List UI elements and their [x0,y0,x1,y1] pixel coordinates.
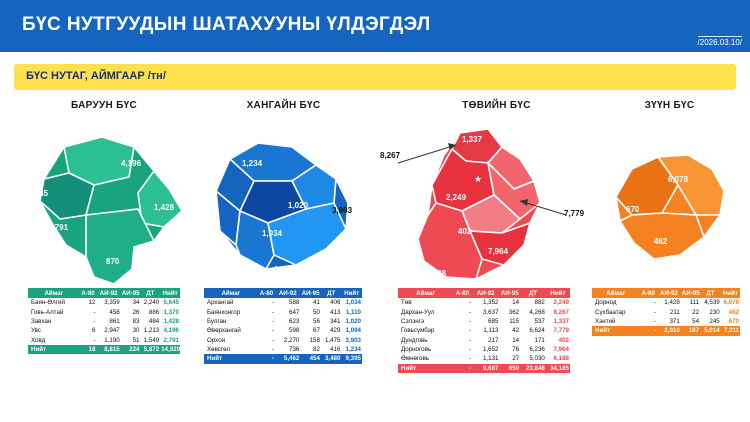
region-title: ЗҮҮН БҮС [644,100,695,111]
cell-value: - [93,317,96,325]
cell-name: Нийт [207,355,223,363]
cell-value: 598 [289,327,300,335]
cell-value: 685 [488,317,499,325]
cell-value: 8,815 [104,346,120,354]
cell-value: 1,428 [163,317,179,325]
map-value-label: 1,034 [262,229,283,238]
cell-value: 5,030 [529,355,545,363]
table-row [28,317,180,326]
cell-value: 6,624 [529,327,545,335]
cell-value: 5,872 [143,346,160,354]
col-header: АИ-92 [278,289,297,297]
region-title: БАРУУН БҮС [71,100,137,111]
table-row [398,317,570,326]
cell-value: 484 [148,317,160,325]
col-header: АИ-95 [500,289,519,297]
cell-value: 416 [330,346,341,354]
cell-value: 2,010 [664,327,680,335]
cell-value: 429 [330,327,341,335]
cell-name: Хэнтий [595,317,616,325]
table-row [592,298,740,307]
map-value-label: 2,249 [446,193,467,202]
cell-name: Нийт [31,346,47,354]
cell-value: 6,078 [723,299,739,307]
col-header: ДТ [146,289,155,297]
cell-name: Завхан [31,317,52,325]
cell-name: Ховд [31,336,46,344]
cell-value: 5,645 [163,299,179,307]
table-row [592,317,740,326]
cell-value: 224 [129,346,140,354]
cell-value: 187 [688,327,700,335]
col-header: Нийт [162,289,178,297]
cell-value: 7,211 [723,327,739,335]
cell-value: 51 [132,336,140,344]
cell-value: 623 [289,317,300,325]
cell-value: 537 [534,317,545,325]
cell-value: 1,652 [482,346,499,354]
table-row [398,307,570,316]
map-value-label: 1,034 [328,257,349,266]
cell-value: 22 [692,308,700,316]
map-callout-label: 8,267 [380,151,401,160]
table-row [204,307,362,316]
col-header: ДТ [327,289,336,297]
col-header: АИ-92 [99,289,118,297]
cell-value: 111 [689,299,700,307]
cell-value: 886 [148,308,160,316]
cell-name: Дорнод [595,299,617,307]
cell-value: 1,475 [324,336,341,344]
col-header: Аймаг [221,289,241,297]
cell-value: 3,903 [345,336,361,344]
cell-name: Говь-Алтай [31,308,64,316]
cell-value: 1,234 [345,346,361,354]
cell-value: 1,370 [163,308,179,316]
table-total-row [398,364,570,373]
col-header: АИ-92 [660,289,678,297]
table-row [204,326,362,335]
cell-value: 34 [132,299,140,307]
table-row [398,336,570,345]
cell-value: 230 [709,308,720,316]
col-header: Нийт [722,289,738,297]
region-table [28,288,180,354]
map-value-label: 462 [654,237,668,246]
region-table [204,288,362,364]
cell-value: 362 [508,308,520,316]
region-table-wrap [204,288,362,364]
cell-value: 371 [669,317,680,325]
cell-value: 413 [330,308,341,316]
cell-name: Дундговь [401,336,428,344]
table-row [204,317,362,326]
map-value-label: 5,645 [28,189,49,198]
table-total-row [204,354,362,363]
cell-value: 1,020 [345,317,361,325]
cell-value: 736 [289,346,300,354]
cell-value: 4,268 [529,308,545,316]
col-header: Нийт [550,289,566,297]
cell-value: - [468,346,471,354]
cell-value: 1,034 [345,299,361,307]
cell-name: Өвөрхангай [207,327,241,335]
map-value-label: 670 [626,205,640,214]
col-header: АИ-95 [681,289,700,297]
map-value-label: 6,078 [668,175,689,184]
cell-value: - [654,327,657,335]
region-table-wrap [28,288,180,354]
cell-value: 23,848 [525,364,545,372]
cell-value: - [468,308,471,316]
table-row [204,345,362,354]
cell-value: 2,240 [143,299,160,307]
cell-value: 26 [132,308,140,316]
region-table-wrap [592,288,740,336]
cell-value: 18 [88,346,96,354]
cell-value: 41 [313,299,320,307]
cell-name: Дорноговь [401,346,432,354]
cell-value: 402 [558,336,569,344]
cell-value: 6,236 [529,346,545,354]
map-value-label: 870 [106,257,120,266]
map-value-label: 7,964 [488,247,509,256]
zuun-map-shape [592,119,747,294]
region-table [592,288,740,336]
cell-value: 67 [313,327,320,335]
cell-name: Өмнөговь [401,355,429,363]
cell-value: 34,185 [550,364,569,372]
region-map [14,119,194,294]
cell-value: 76 [512,346,520,354]
cell-value: 1,113 [483,327,499,335]
table-row [28,326,180,335]
cell-name: Булган [207,317,227,325]
col-header: ДТ [706,289,715,297]
region-table-wrap [398,288,570,373]
cell-value: 2,249 [553,299,569,307]
cell-value: 2,791 [163,336,179,344]
cell-value: - [468,364,471,372]
map-value-label: 1,110 [220,261,240,270]
cell-name: Дархан-Уул [401,308,435,316]
region-map [196,119,371,294]
map-value-label: 402 [458,227,472,236]
table-row [398,354,570,363]
cell-value: 5,014 [704,327,720,335]
cell-value: 1,110 [345,308,361,316]
cell-value: 1,337 [553,317,569,325]
cell-name: Нийт [595,327,611,335]
cell-value: 1,094 [345,327,361,335]
cell-value: 2,270 [283,336,300,344]
table-row [28,298,180,307]
cell-value: 115 [509,317,520,325]
cell-value: 83 [132,317,140,325]
cell-value: 14,929 [161,346,181,354]
table-row [28,336,180,345]
cell-value: 50 [313,308,320,316]
map-value-label: 1,234 [242,159,263,168]
cell-value: 6,188 [553,355,569,363]
cell-name: Нийт [401,364,417,372]
col-header: Аймаг [44,289,64,297]
cell-value: - [272,346,275,354]
section-bar [14,64,736,90]
cell-value: - [468,317,471,325]
region-panel-tuviin [380,100,589,372]
table-row [204,336,362,345]
cell-value: 3,359 [104,299,120,307]
cell-value: 211 [669,308,680,316]
table-row [398,298,570,307]
cell-value: 171 [534,336,545,344]
cell-value: 4,539 [704,299,720,307]
cell-value: 7,779 [553,327,569,335]
cell-name: Баян-Өлгий [31,299,65,307]
cell-value: - [272,355,275,363]
col-header: АИ-92 [476,289,495,297]
cell-value: - [468,299,471,307]
cell-value: - [272,317,275,325]
map-value-label: 2,791 [48,223,69,232]
region-table [398,288,570,373]
cell-value: 12 [88,299,96,307]
map-value-label: 6,188 [426,269,447,278]
col-header: АИ-95 [301,289,320,297]
cell-value: 462 [728,308,739,316]
table-total-row [28,345,180,354]
col-header: А-80 [259,289,274,297]
cell-value: 158 [309,336,320,344]
map-callout-label: 7,779 [564,209,585,218]
cell-value: 1,190 [104,336,120,344]
region-title: ТӨВИЙН БҮС [462,100,531,111]
cell-value: 3,637 [482,308,499,316]
cell-value: 14 [512,336,520,344]
cell-value: - [468,327,471,335]
col-header: Аймаг [606,289,626,297]
cell-name: Төв [401,299,412,307]
cell-name: Орхон [207,336,226,344]
page-title: БҮС НУТГУУДЫН ШАТАХУУНЫ ҮЛДЭГДЭЛ [22,14,431,35]
cell-name: Сүхбаатар [595,308,626,316]
region-panel-hangai [196,100,371,363]
cell-value: 54 [692,317,700,325]
cell-value: - [654,299,657,307]
region-title: ХАНГАЙН БҮС [246,100,321,111]
table-row [398,326,570,335]
cell-value: 1,428 [664,299,680,307]
table-row [204,298,362,307]
table-row [592,307,740,316]
col-header: Нийт [344,289,360,297]
cell-value: 30 [132,327,140,335]
cell-name: Архангай [207,299,234,307]
cell-value: 42 [512,327,520,335]
cell-value: - [93,308,96,316]
cell-value: 650 [508,364,520,372]
region-map [380,119,589,294]
cell-value: - [654,308,657,316]
region-map [592,119,747,294]
col-header: АИ-95 [121,289,140,297]
cell-value: 670 [728,317,739,325]
cell-name: Сэлэнгэ [401,317,425,325]
cell-value: - [272,299,275,307]
cell-value: 82 [313,346,320,354]
cell-value: 1,131 [482,355,499,363]
cell-value: 27 [512,355,520,363]
col-header: А-80 [641,289,655,297]
map-value-label: 1,020 [288,201,309,210]
map-value-label: 1,094 [274,265,295,274]
cell-value: - [272,336,275,344]
cell-value: 406 [330,299,341,307]
cell-value: 9,687 [482,364,499,372]
cell-value: 1,549 [143,336,160,344]
cell-value: 1,352 [482,299,499,307]
table-total-row [592,326,740,335]
cell-value: 8,267 [553,308,569,316]
region-panel-zuun [592,100,747,335]
cell-value: 56 [313,317,320,325]
map-callout-label: 3,903 [332,206,353,215]
cell-value: 2,947 [104,327,120,335]
cell-value: - [468,336,471,344]
report-date: /2026.03.10/ [697,38,742,47]
cell-value: - [93,336,96,344]
cell-name: Увс [31,327,41,335]
cell-value: 454 [309,355,320,363]
cell-value: 4,196 [163,327,179,335]
cell-value: 7,964 [553,346,569,354]
cell-name: Хөвсгөл [207,346,231,354]
map-value-label: 1,337 [462,135,483,144]
table-row [398,345,570,354]
cell-value: 861 [109,317,120,325]
region-panel-baruun [14,100,194,354]
cell-value: 14 [512,299,520,307]
page-header [0,0,750,52]
cell-name: Говьсүмбэр [401,327,435,335]
cell-value: 882 [534,299,545,307]
cell-value: 217 [488,336,499,344]
cell-value: 3,480 [324,355,341,363]
cell-value: 6 [91,327,96,335]
cell-value: 245 [709,317,720,325]
cell-value: - [272,327,275,335]
col-header: А-80 [81,289,95,297]
cell-value: 588 [289,299,300,307]
map-value-label: 4,196 [121,159,142,168]
col-header: Аймаг [416,289,435,297]
map-value-label: 1,428 [154,203,175,212]
cell-value: - [654,317,657,325]
cell-value: 647 [289,308,300,316]
col-header: ДТ [528,289,538,297]
cell-value: - [468,355,471,363]
cell-value: 5,462 [283,355,300,363]
cell-value: 9,395 [345,355,361,363]
cell-value: 341 [330,317,341,325]
col-header: А-80 [455,289,470,297]
table-row [28,307,180,316]
cell-value: - [272,308,275,316]
tuviin-map-shape [384,119,589,294]
cell-value: 458 [109,308,120,316]
capital-star-icon: ★ [474,174,483,184]
cell-name: Баянхонгор [207,308,241,316]
section-label: БҮС НУТАГ, АЙМГААР /тн/ [26,70,166,82]
cell-value: 1,213 [143,327,160,335]
